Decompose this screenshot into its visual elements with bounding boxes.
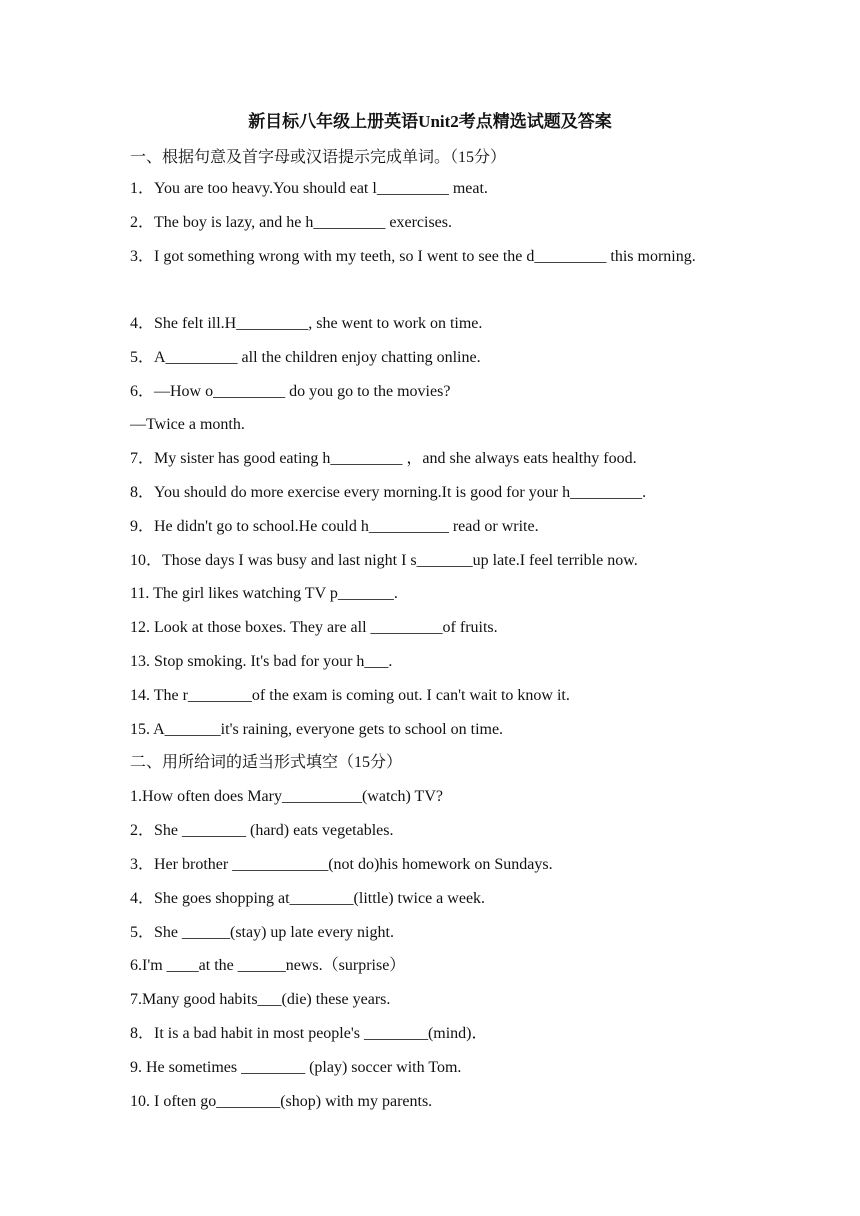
section-heading-2: 二、用所给词的适当形式填空（15分）	[130, 754, 403, 771]
exercise-item: 12. Look at those boxes. They are all _________of fruits.	[130, 619, 498, 636]
exercise-item: 5．A_________ all the children enjoy chatting online.	[130, 349, 481, 366]
exercise-item: 15. A_______it's raining, everyone gets to school on time.	[130, 721, 504, 738]
exercise-item: 7.Many good habits___(die) these years.	[130, 991, 391, 1008]
exercise-item: 10．Those days I was busy and last night I s_______up late.I feel terrible now.	[130, 552, 638, 569]
exercise-item: 4．She felt ill.H_________, she went to work on time.	[130, 315, 483, 332]
exercise-item: 1．You are too heavy.You should eat l_________ meat.	[130, 180, 488, 197]
exercise-item: 7．My sister has good eating h_________ ，and she always eats healthy food.	[130, 450, 637, 467]
exercise-item: 3．I got something wrong with my teeth, so I went to see the d_________ this morning.	[130, 248, 696, 265]
exercise-item: 9. He sometimes ________ (play) soccer with Tom.	[130, 1059, 462, 1076]
exercise-item-answer: —Twice a month.	[130, 416, 245, 433]
exercise-item: 2．She ________ (hard) eats vegetables.	[130, 822, 394, 839]
exercise-item: 3．Her brother ____________(not do)his homework on Sundays.	[130, 856, 553, 873]
exercise-item: 9．He didn't go to school.He could h__________ read or write.	[130, 518, 539, 535]
exercise-item: 8．It is a bad habit in most people's ________(mind)．	[130, 1025, 488, 1042]
section-heading-1: 一、根据句意及首字母或汉语提示完成单词。（15分）	[130, 149, 507, 166]
document-title: 新目标八年级上册英语Unit2考点精选试题及答案	[248, 112, 612, 131]
exercise-item: 2．The boy is lazy, and he h_________ exercises.	[130, 214, 452, 231]
exercise-item: 14. The r________of the exam is coming out. I can't wait to know it.	[130, 687, 570, 704]
exercise-item: 1.How often does Mary__________(watch) TV?	[130, 788, 443, 805]
exercise-item: 11. The girl likes watching TV p_______.	[130, 585, 398, 602]
exercise-item: 6．—How o_________ do you go to the movies?	[130, 383, 451, 400]
exercise-item: 6.I'm ____at the ______news.（surprise）	[130, 957, 406, 974]
exercise-item: 10. I often go________(shop) with my parents.	[130, 1093, 433, 1110]
exercise-item: 4．She goes shopping at________(little) twice a week.	[130, 890, 486, 907]
exercise-item: 5．She ______(stay) up late every night.	[130, 924, 394, 941]
exercise-item: 13. Stop smoking. It's bad for your h___.	[130, 653, 393, 670]
exercise-item: 8．You should do more exercise every morning.It is good for your h_________.	[130, 484, 647, 501]
